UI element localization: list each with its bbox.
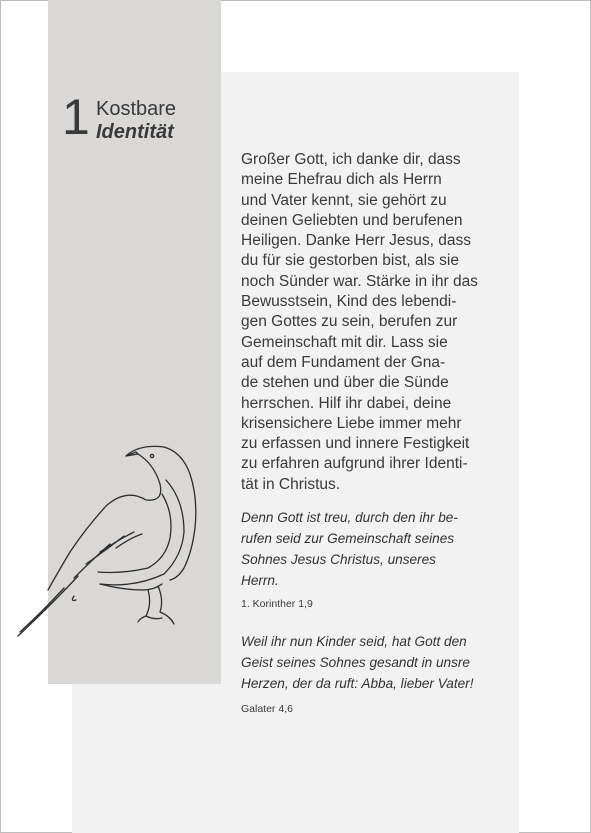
verse-line: Sohnes Jesus Christus, unseres (241, 552, 436, 567)
bible-verse-2 (241, 631, 511, 694)
chapter-title-line1: Kostbare (96, 98, 177, 120)
prayer-line: de stehen und über die Sünde (241, 374, 449, 392)
prayer-text (241, 150, 511, 495)
prayer-line: herrschen. Hilf ihr dabei, deine (241, 394, 452, 412)
prayer-line: Bewusstsein, Kind des lebendi- (241, 293, 457, 311)
verse-line: Weil ihr nun Kinder seid, hat Gott den (241, 634, 467, 649)
prayer-line: noch Sünder war. Stärke in ihr das (241, 272, 478, 290)
prayer-line: tät in Christus. (241, 475, 341, 493)
prayer-line: Gemeinschaft mit dir. Lass sie (241, 333, 448, 351)
chapter-number: 1 (62, 89, 90, 145)
prayer-line: auf dem Fundament der Gna- (241, 353, 446, 371)
verse-line: rufen seid zur Gemeinschaft seines (241, 531, 455, 546)
prayer-line: zu erfahren aufgrund ihrer Identi- (241, 455, 468, 473)
prayer-line: du für sie gestorben bist, als sie (241, 252, 459, 270)
prayer-line: und Vater kennt, sie gehört zu (241, 191, 447, 209)
prayer-line: gen Gottes zu sein, berufen zur (241, 313, 458, 331)
verse-reference-2: Galater 4,6 (241, 703, 293, 715)
prayer-line: zu erfassen und innere Festigkeit (241, 435, 470, 453)
prayer-line: meine Ehefrau dich als Herrn (241, 171, 442, 189)
bird-illustration-icon (14, 440, 204, 640)
chapter-title (96, 98, 176, 144)
prayer-line: deinen Geliebten und berufenen (241, 211, 463, 229)
verse-line: Geist seines Sohnes gesandt in unsre (241, 655, 470, 670)
prayer-line: krisensichere Liebe immer mehr (241, 414, 462, 432)
chapter-title-line2: Identität (96, 121, 174, 143)
verse-reference-1: 1. Korinther 1,9 (241, 598, 313, 610)
verse-line: Herzen, der da ruft: Abba, lieber Vater! (241, 676, 474, 691)
bible-verse-1 (241, 507, 511, 591)
prayer-line: Großer Gott, ich danke dir, dass (241, 151, 461, 168)
verse-line: Denn Gott ist treu, durch den ihr be- (241, 510, 458, 525)
verse-line: Herrn. (241, 573, 279, 588)
prayer-line: Heiligen. Danke Herr Jesus, dass (241, 232, 472, 250)
